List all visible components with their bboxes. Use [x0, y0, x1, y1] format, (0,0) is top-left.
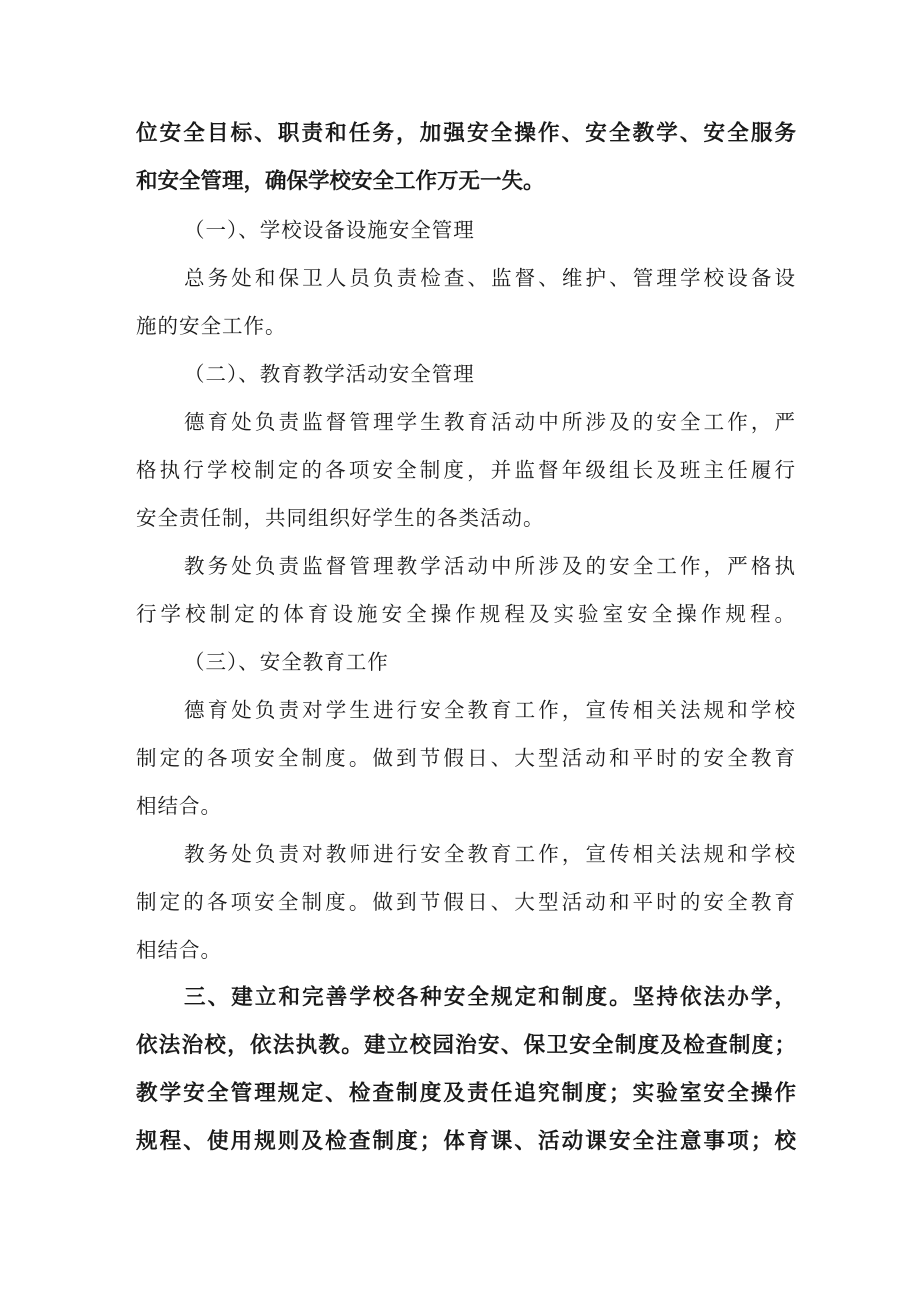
- paragraph-line: 教学安全管理规定、检查制度及责任追究制度；实验室安全操作: [136, 1081, 796, 1106]
- paragraph-line: 总务处和保卫人员负责检查、监督、维护、管理学校设备设: [184, 266, 796, 290]
- section-heading: （三）、安全教育工作: [184, 650, 389, 674]
- paragraph-line: 制定的各项安全制度。做到节假日、大型活动和平时的安全教育: [136, 746, 796, 770]
- paragraph-line: 施的安全工作。: [136, 314, 287, 338]
- paragraph-line: 教务处负责监督管理教学活动中所涉及的安全工作，严格执: [184, 554, 796, 578]
- paragraph-line: 德育处负责监督管理学生教育活动中所涉及的安全工作，严: [184, 410, 796, 434]
- section-heading: （二）、教育教学活动安全管理: [184, 362, 475, 386]
- paragraph-line: 位安全目标、职责和任务，加强安全操作、安全教学、安全服务: [136, 121, 796, 146]
- paragraph-line: 制定的各项安全制度。做到节假日、大型活动和平时的安全教育: [136, 890, 796, 914]
- paragraph-line: 安全责任制，共同组织好学生的各类活动。: [136, 506, 545, 530]
- paragraph-line: 教务处负责对教师进行安全教育工作，宣传相关法规和学校: [184, 842, 796, 866]
- paragraph-line: 德育处负责对学生进行安全教育工作，宣传相关法规和学校: [184, 698, 796, 722]
- paragraph-line: 行学校制定的体育设施安全操作规程及实验室安全操作规程。: [136, 602, 796, 626]
- paragraph-line: 格执行学校制定的各项安全制度，并监督年级组长及班主任履行: [136, 458, 796, 482]
- paragraph-line: 三、建立和完善学校各种安全规定和制度。坚持依法办学，: [184, 985, 796, 1010]
- section-heading: （一）、学校设备设施安全管理: [184, 218, 475, 242]
- paragraph-line: 和安全管理，确保学校安全工作万无一失。: [136, 169, 545, 194]
- paragraph-line: 依法治校，依法执教。建立校园治安、保卫安全制度及检查制度；: [136, 1033, 796, 1058]
- paragraph-line: 相结合。: [136, 938, 222, 962]
- paragraph-line: 规程、使用规则及检查制度；体育课、活动课安全注意事项；校: [136, 1129, 796, 1154]
- paragraph-line: 相结合。: [136, 794, 222, 818]
